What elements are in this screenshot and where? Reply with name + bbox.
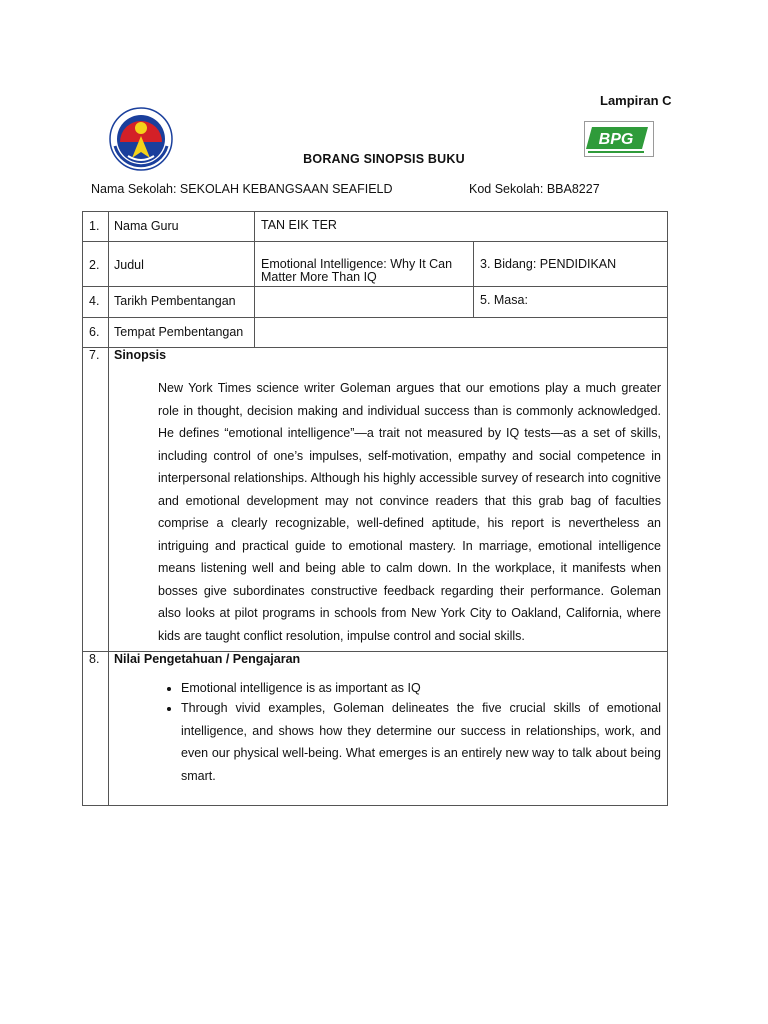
row-number: 2.: [83, 242, 109, 287]
list-item: • Emotional intelligence is as important as IQ: [181, 680, 661, 697]
nilai-heading: Nilai Pengetahuan / Pengajaran: [114, 652, 301, 666]
school-name: Nama Sekolah: SEKOLAH KEBANGSAAN SEAFIELD: [91, 182, 393, 196]
list-item: • Through vivid examples, Goleman delineates the five crucial skills of emotional intelligence, and shows how they determine our success in relationships, work, and even our physical well-being. What emerges is an entirely new way to talk about being smart.: [181, 697, 661, 787]
row-tempat: [83, 318, 668, 348]
row-number: 4.: [83, 287, 109, 318]
field-bidang: 3. Bidang: PENDIDIKAN: [474, 242, 668, 287]
field-label-tarikh: Tarikh Pembentangan: [109, 287, 255, 318]
lampiran-label: Lampiran C: [600, 93, 672, 108]
row-nilai: [83, 652, 668, 806]
field-value-judul: Emotional Intelligence: Why It Can Matter More Than IQ: [255, 242, 474, 287]
row-number: 7.: [83, 348, 109, 652]
sinopsis-heading: Sinopsis: [114, 348, 167, 362]
row-number: 8.: [83, 652, 109, 806]
field-label-nama-guru: Nama Guru: [109, 212, 255, 242]
field-value-nama-guru: TAN EIK TER: [255, 212, 668, 242]
bpg-logo-text: BPG: [598, 131, 634, 148]
row-judul: [83, 242, 668, 287]
sinopsis-cell: [109, 348, 668, 652]
field-value-tempat: [255, 318, 668, 348]
nilai-bullet-list: [158, 680, 661, 787]
document-title: BORANG SINOPSIS BUKU: [303, 152, 465, 166]
field-label-tempat: Tempat Pembentangan: [109, 318, 255, 348]
synopsis-form-table: [82, 211, 668, 806]
row-number: 1.: [83, 212, 109, 242]
field-value-tarikh: [255, 287, 474, 318]
nilai-cell: [109, 652, 668, 806]
school-code: Kod Sekolah: BBA8227: [469, 182, 600, 196]
field-masa: 5. Masa:: [474, 287, 668, 318]
row-nama-guru: [83, 212, 668, 242]
sinopsis-text: New York Times science writer Goleman argues that our emotions play a much greater role in thought, decision making and individual success than is commonly acknowledged. He defines “emotional intelligence”—a trait not measured by IQ tests—as a set of skills, including control of one’s impulses, self-motivation, empathy and social competence in interpersonal relationships. Although his highly accessible survey of research into cognitive and emotional development may not convince readers that this grab bag of faculties comprise a clearly recognizable, well-defined aptitude, his report is nevertheless an intriguing and practical guide to emotional mastery. In marriage, emotional intelligence means listening well and being able to calm down. In the workplace, it manifests when bosses give subordinates constructive feedback regarding their performance. Goleman also looks at pilot programs in schools from New York City to Oakland, California, where kids are taught conflict resolution, impulse control and social skills.: [158, 381, 662, 643]
field-label-judul: Judul: [109, 242, 255, 287]
row-number: 6.: [83, 318, 109, 348]
row-tarikh: [83, 287, 668, 318]
row-sinopsis: [83, 348, 668, 652]
